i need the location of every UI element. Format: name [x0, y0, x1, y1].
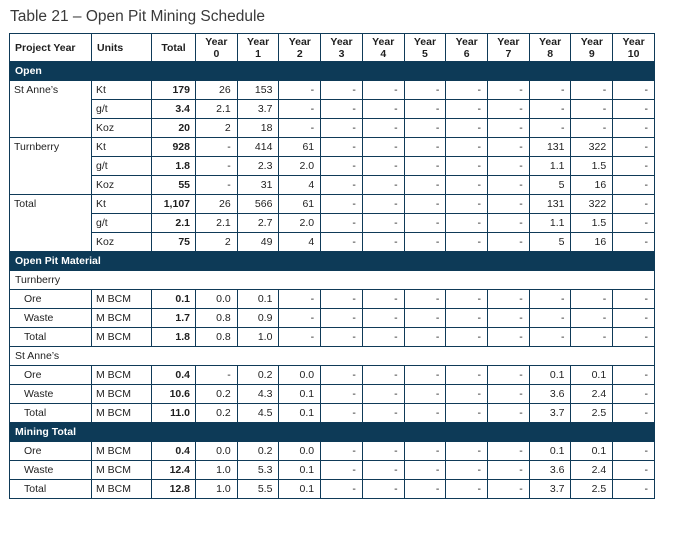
year-value-cell: - — [488, 157, 530, 176]
year-value-cell: - — [279, 309, 321, 328]
year-value-cell: 1.0 — [237, 328, 279, 347]
year-value-cell: 26 — [196, 195, 238, 214]
total-cell: 12.8 — [152, 480, 196, 499]
year-value-cell: - — [613, 480, 655, 499]
year-value-cell: - — [613, 214, 655, 233]
column-header: Total — [152, 34, 196, 62]
column-header: Year 8 — [529, 34, 571, 62]
row-label: Ore — [10, 290, 92, 309]
year-value-cell: 0.0 — [279, 442, 321, 461]
year-value-cell: - — [488, 309, 530, 328]
year-value-cell: - — [362, 81, 404, 100]
year-value-cell: - — [404, 461, 446, 480]
year-value-cell: 5 — [529, 233, 571, 252]
year-value-cell: - — [404, 138, 446, 157]
year-value-cell: 31 — [237, 176, 279, 195]
year-value-cell: - — [321, 480, 363, 499]
year-value-cell: - — [446, 480, 488, 499]
year-value-cell: - — [404, 195, 446, 214]
year-value-cell: - — [571, 81, 613, 100]
year-value-cell: - — [488, 328, 530, 347]
year-value-cell: - — [404, 442, 446, 461]
year-value-cell: - — [488, 100, 530, 119]
table-row — [10, 461, 655, 480]
year-value-cell: - — [613, 195, 655, 214]
year-value-cell: - — [321, 157, 363, 176]
year-value-cell: 0.1 — [279, 404, 321, 423]
year-value-cell: 0.8 — [196, 309, 238, 328]
unit-cell: Koz — [92, 233, 152, 252]
year-value-cell: - — [362, 119, 404, 138]
year-value-cell: - — [362, 366, 404, 385]
row-label: Ore — [10, 442, 92, 461]
column-header: Year 6 — [446, 34, 488, 62]
year-value-cell: - — [446, 442, 488, 461]
row-label: Waste — [10, 385, 92, 404]
section-title: Open — [10, 62, 655, 81]
year-value-cell: - — [446, 233, 488, 252]
total-cell: 20 — [152, 119, 196, 138]
year-value-cell: - — [488, 195, 530, 214]
table-row — [10, 138, 655, 157]
year-value-cell: - — [404, 404, 446, 423]
year-value-cell: 2.4 — [571, 461, 613, 480]
group-header-row — [10, 271, 655, 290]
year-value-cell: - — [446, 138, 488, 157]
year-value-cell: 0.2 — [237, 442, 279, 461]
table-row — [10, 176, 655, 195]
unit-cell: g/t — [92, 214, 152, 233]
column-header: Year 1 — [237, 34, 279, 62]
year-value-cell: - — [529, 309, 571, 328]
year-value-cell: - — [321, 138, 363, 157]
year-value-cell: 0.1 — [571, 442, 613, 461]
year-value-cell: 1.5 — [571, 214, 613, 233]
year-value-cell: - — [404, 290, 446, 309]
year-value-cell: - — [404, 214, 446, 233]
year-value-cell: 5 — [529, 176, 571, 195]
year-value-cell: 0.2 — [196, 385, 238, 404]
year-value-cell: 0.1 — [279, 461, 321, 480]
unit-cell: M BCM — [92, 404, 152, 423]
total-cell: 10.6 — [152, 385, 196, 404]
year-value-cell: 18 — [237, 119, 279, 138]
year-value-cell: - — [321, 385, 363, 404]
year-value-cell: - — [446, 461, 488, 480]
year-value-cell: - — [362, 100, 404, 119]
total-cell: 11.0 — [152, 404, 196, 423]
year-value-cell: - — [362, 404, 404, 423]
table-row — [10, 100, 655, 119]
year-value-cell: - — [279, 81, 321, 100]
year-value-cell: - — [196, 138, 238, 157]
row-label: St Anne’s — [10, 81, 92, 100]
year-value-cell: 414 — [237, 138, 279, 157]
year-value-cell: - — [279, 119, 321, 138]
year-value-cell: 49 — [237, 233, 279, 252]
year-value-cell: - — [279, 100, 321, 119]
total-cell: 0.1 — [152, 290, 196, 309]
total-cell: 75 — [152, 233, 196, 252]
year-value-cell: 3.7 — [237, 100, 279, 119]
year-value-cell: 16 — [571, 176, 613, 195]
year-value-cell: - — [488, 138, 530, 157]
total-cell: 1.8 — [152, 328, 196, 347]
year-value-cell: - — [529, 290, 571, 309]
year-value-cell: - — [446, 157, 488, 176]
year-value-cell: 3.7 — [529, 404, 571, 423]
row-label: Waste — [10, 461, 92, 480]
unit-cell: M BCM — [92, 366, 152, 385]
year-value-cell: 5.5 — [237, 480, 279, 499]
year-value-cell: 0.1 — [237, 290, 279, 309]
year-value-cell: - — [446, 404, 488, 423]
table-row — [10, 366, 655, 385]
unit-cell: M BCM — [92, 290, 152, 309]
year-value-cell: - — [362, 157, 404, 176]
total-cell: 3.4 — [152, 100, 196, 119]
year-value-cell: - — [529, 100, 571, 119]
year-value-cell: - — [488, 461, 530, 480]
year-value-cell: 2 — [196, 233, 238, 252]
year-value-cell: 1.1 — [529, 157, 571, 176]
year-value-cell: 5.3 — [237, 461, 279, 480]
year-value-cell: - — [404, 233, 446, 252]
year-value-cell: - — [446, 119, 488, 138]
year-value-cell: - — [404, 81, 446, 100]
year-value-cell: 61 — [279, 195, 321, 214]
unit-cell: Kt — [92, 81, 152, 100]
column-header: Year 10 — [613, 34, 655, 62]
year-value-cell: - — [571, 309, 613, 328]
year-value-cell: 0.1 — [571, 366, 613, 385]
row-label — [10, 157, 92, 176]
year-value-cell: 16 — [571, 233, 613, 252]
unit-cell: M BCM — [92, 480, 152, 499]
unit-cell: Koz — [92, 119, 152, 138]
year-value-cell: - — [404, 157, 446, 176]
year-value-cell: - — [613, 138, 655, 157]
table-row — [10, 81, 655, 100]
year-value-cell: 1.0 — [196, 480, 238, 499]
year-value-cell: 4 — [279, 176, 321, 195]
total-cell: 12.4 — [152, 461, 196, 480]
year-value-cell: - — [488, 404, 530, 423]
total-cell: 0.4 — [152, 366, 196, 385]
year-value-cell: 2.7 — [237, 214, 279, 233]
year-value-cell: 2.5 — [571, 404, 613, 423]
year-value-cell: - — [446, 385, 488, 404]
unit-cell: M BCM — [92, 385, 152, 404]
year-value-cell: - — [613, 290, 655, 309]
year-value-cell: - — [613, 309, 655, 328]
unit-cell: M BCM — [92, 461, 152, 480]
year-value-cell: - — [488, 290, 530, 309]
table-row — [10, 290, 655, 309]
column-header: Year 3 — [321, 34, 363, 62]
year-value-cell: - — [321, 195, 363, 214]
year-value-cell: - — [362, 214, 404, 233]
year-value-cell: 131 — [529, 195, 571, 214]
table-row — [10, 385, 655, 404]
column-header: Year 0 — [196, 34, 238, 62]
table-row — [10, 214, 655, 233]
year-value-cell: 1.5 — [571, 157, 613, 176]
year-value-cell: 3.7 — [529, 480, 571, 499]
table-row — [10, 157, 655, 176]
column-header: Year 5 — [404, 34, 446, 62]
year-value-cell: - — [279, 290, 321, 309]
year-value-cell: 0.2 — [237, 366, 279, 385]
year-value-cell: - — [321, 366, 363, 385]
year-value-cell: 0.8 — [196, 328, 238, 347]
table-row — [10, 404, 655, 423]
section-header-row — [10, 423, 655, 442]
year-value-cell: - — [529, 328, 571, 347]
column-header: Year 9 — [571, 34, 613, 62]
unit-cell: M BCM — [92, 309, 152, 328]
year-value-cell: - — [446, 195, 488, 214]
year-value-cell: 3.6 — [529, 461, 571, 480]
year-value-cell: - — [404, 309, 446, 328]
table-row — [10, 233, 655, 252]
year-value-cell: - — [362, 309, 404, 328]
year-value-cell: - — [404, 176, 446, 195]
group-header-row — [10, 347, 655, 366]
row-label: Ore — [10, 366, 92, 385]
year-value-cell: 0.1 — [279, 385, 321, 404]
unit-cell: M BCM — [92, 328, 152, 347]
row-label: Total — [10, 404, 92, 423]
year-value-cell: 1.1 — [529, 214, 571, 233]
table-row — [10, 480, 655, 499]
column-header: Units — [92, 34, 152, 62]
year-value-cell: 322 — [571, 138, 613, 157]
row-label: Waste — [10, 309, 92, 328]
year-value-cell: - — [404, 100, 446, 119]
year-value-cell: - — [196, 176, 238, 195]
year-value-cell: - — [404, 385, 446, 404]
table-row — [10, 309, 655, 328]
year-value-cell: - — [321, 309, 363, 328]
year-value-cell: - — [321, 214, 363, 233]
year-value-cell: - — [529, 119, 571, 138]
year-value-cell: - — [571, 119, 613, 138]
year-value-cell: 131 — [529, 138, 571, 157]
row-label — [10, 214, 92, 233]
section-title: Open Pit Material — [10, 252, 655, 271]
year-value-cell: - — [404, 366, 446, 385]
year-value-cell: - — [321, 442, 363, 461]
year-value-cell: - — [613, 119, 655, 138]
year-value-cell: 0.1 — [279, 480, 321, 499]
row-label: Total — [10, 195, 92, 214]
year-value-cell: 0.1 — [529, 366, 571, 385]
year-value-cell: - — [279, 328, 321, 347]
unit-cell: Kt — [92, 138, 152, 157]
year-value-cell: - — [446, 100, 488, 119]
section-title: Mining Total — [10, 423, 655, 442]
year-value-cell: - — [404, 328, 446, 347]
year-value-cell: - — [613, 176, 655, 195]
unit-cell: M BCM — [92, 442, 152, 461]
year-value-cell: - — [571, 290, 613, 309]
year-value-cell: - — [613, 366, 655, 385]
year-value-cell: - — [488, 214, 530, 233]
year-value-cell: 2 — [196, 119, 238, 138]
year-value-cell: - — [362, 176, 404, 195]
year-value-cell: - — [488, 480, 530, 499]
year-value-cell: - — [362, 442, 404, 461]
year-value-cell: 4.5 — [237, 404, 279, 423]
year-value-cell: - — [321, 119, 363, 138]
year-value-cell: 2.1 — [196, 214, 238, 233]
year-value-cell: 2.4 — [571, 385, 613, 404]
column-header: Year 7 — [488, 34, 530, 62]
year-value-cell: 3.6 — [529, 385, 571, 404]
group-name: St Anne’s — [10, 347, 655, 366]
total-cell: 2.1 — [152, 214, 196, 233]
year-value-cell: - — [613, 233, 655, 252]
year-value-cell: 0.0 — [279, 366, 321, 385]
table-body — [10, 62, 655, 499]
total-cell: 1.8 — [152, 157, 196, 176]
column-header: Year 2 — [279, 34, 321, 62]
year-value-cell: - — [362, 138, 404, 157]
year-value-cell: - — [613, 442, 655, 461]
year-value-cell: - — [321, 81, 363, 100]
year-value-cell: - — [613, 157, 655, 176]
year-value-cell: - — [446, 309, 488, 328]
year-value-cell: - — [362, 233, 404, 252]
year-value-cell: 1.0 — [196, 461, 238, 480]
year-value-cell: - — [321, 233, 363, 252]
year-value-cell: - — [488, 119, 530, 138]
year-value-cell: 0.9 — [237, 309, 279, 328]
year-value-cell: 2.3 — [237, 157, 279, 176]
row-label — [10, 233, 92, 252]
year-value-cell: 2.0 — [279, 157, 321, 176]
year-value-cell: - — [446, 290, 488, 309]
year-value-cell: - — [488, 366, 530, 385]
row-label: Total — [10, 480, 92, 499]
year-value-cell: - — [613, 461, 655, 480]
year-value-cell: - — [488, 233, 530, 252]
year-value-cell: 0.0 — [196, 290, 238, 309]
year-value-cell: - — [613, 404, 655, 423]
year-value-cell: - — [321, 100, 363, 119]
year-value-cell: - — [488, 442, 530, 461]
section-header-row — [10, 62, 655, 81]
group-name: Turnberry — [10, 271, 655, 290]
column-header: Project Year — [10, 34, 92, 62]
year-value-cell: - — [196, 366, 238, 385]
year-value-cell: - — [529, 81, 571, 100]
year-value-cell: - — [446, 81, 488, 100]
row-label — [10, 119, 92, 138]
table-caption: Table 21 – Open Pit Mining Schedule — [10, 8, 266, 25]
year-value-cell: 0.1 — [529, 442, 571, 461]
year-value-cell: - — [613, 100, 655, 119]
year-value-cell: 566 — [237, 195, 279, 214]
table-row — [10, 195, 655, 214]
year-value-cell: - — [362, 290, 404, 309]
total-cell: 928 — [152, 138, 196, 157]
year-value-cell: 26 — [196, 81, 238, 100]
total-cell: 1,107 — [152, 195, 196, 214]
year-value-cell: 2.5 — [571, 480, 613, 499]
year-value-cell: - — [613, 81, 655, 100]
year-value-cell: - — [488, 81, 530, 100]
year-value-cell: 0.2 — [196, 404, 238, 423]
year-value-cell: 4.3 — [237, 385, 279, 404]
year-value-cell: 2.0 — [279, 214, 321, 233]
year-value-cell: - — [321, 176, 363, 195]
year-value-cell: - — [404, 480, 446, 499]
year-value-cell: - — [321, 290, 363, 309]
year-value-cell: - — [362, 328, 404, 347]
year-value-cell: - — [613, 385, 655, 404]
year-value-cell: 4 — [279, 233, 321, 252]
year-value-cell: - — [196, 157, 238, 176]
unit-cell: Koz — [92, 176, 152, 195]
mining-schedule-table — [9, 33, 655, 499]
row-label: Turnberry — [10, 138, 92, 157]
year-value-cell: - — [446, 328, 488, 347]
year-value-cell: - — [362, 195, 404, 214]
year-value-cell: - — [571, 328, 613, 347]
total-cell: 0.4 — [152, 442, 196, 461]
table-row — [10, 119, 655, 138]
year-value-cell: - — [362, 480, 404, 499]
year-value-cell: - — [321, 328, 363, 347]
year-value-cell: - — [404, 119, 446, 138]
table-row — [10, 328, 655, 347]
year-value-cell: - — [488, 176, 530, 195]
year-value-cell: 153 — [237, 81, 279, 100]
year-value-cell: - — [571, 100, 613, 119]
year-value-cell: - — [446, 366, 488, 385]
section-header-row — [10, 252, 655, 271]
year-value-cell: 0.0 — [196, 442, 238, 461]
unit-cell: g/t — [92, 100, 152, 119]
row-label: Total — [10, 328, 92, 347]
column-header: Year 4 — [362, 34, 404, 62]
year-value-cell: - — [446, 176, 488, 195]
unit-cell: Kt — [92, 195, 152, 214]
year-value-cell: - — [446, 214, 488, 233]
year-value-cell: 2.1 — [196, 100, 238, 119]
year-value-cell: - — [321, 404, 363, 423]
total-cell: 179 — [152, 81, 196, 100]
year-value-cell: 61 — [279, 138, 321, 157]
row-label — [10, 100, 92, 119]
unit-cell: g/t — [92, 157, 152, 176]
year-value-cell: - — [613, 328, 655, 347]
total-cell: 55 — [152, 176, 196, 195]
year-value-cell: - — [488, 385, 530, 404]
header-row — [10, 34, 655, 62]
row-label — [10, 176, 92, 195]
year-value-cell: - — [362, 461, 404, 480]
year-value-cell: 322 — [571, 195, 613, 214]
year-value-cell: - — [321, 461, 363, 480]
year-value-cell: - — [362, 385, 404, 404]
table-row — [10, 442, 655, 461]
total-cell: 1.7 — [152, 309, 196, 328]
